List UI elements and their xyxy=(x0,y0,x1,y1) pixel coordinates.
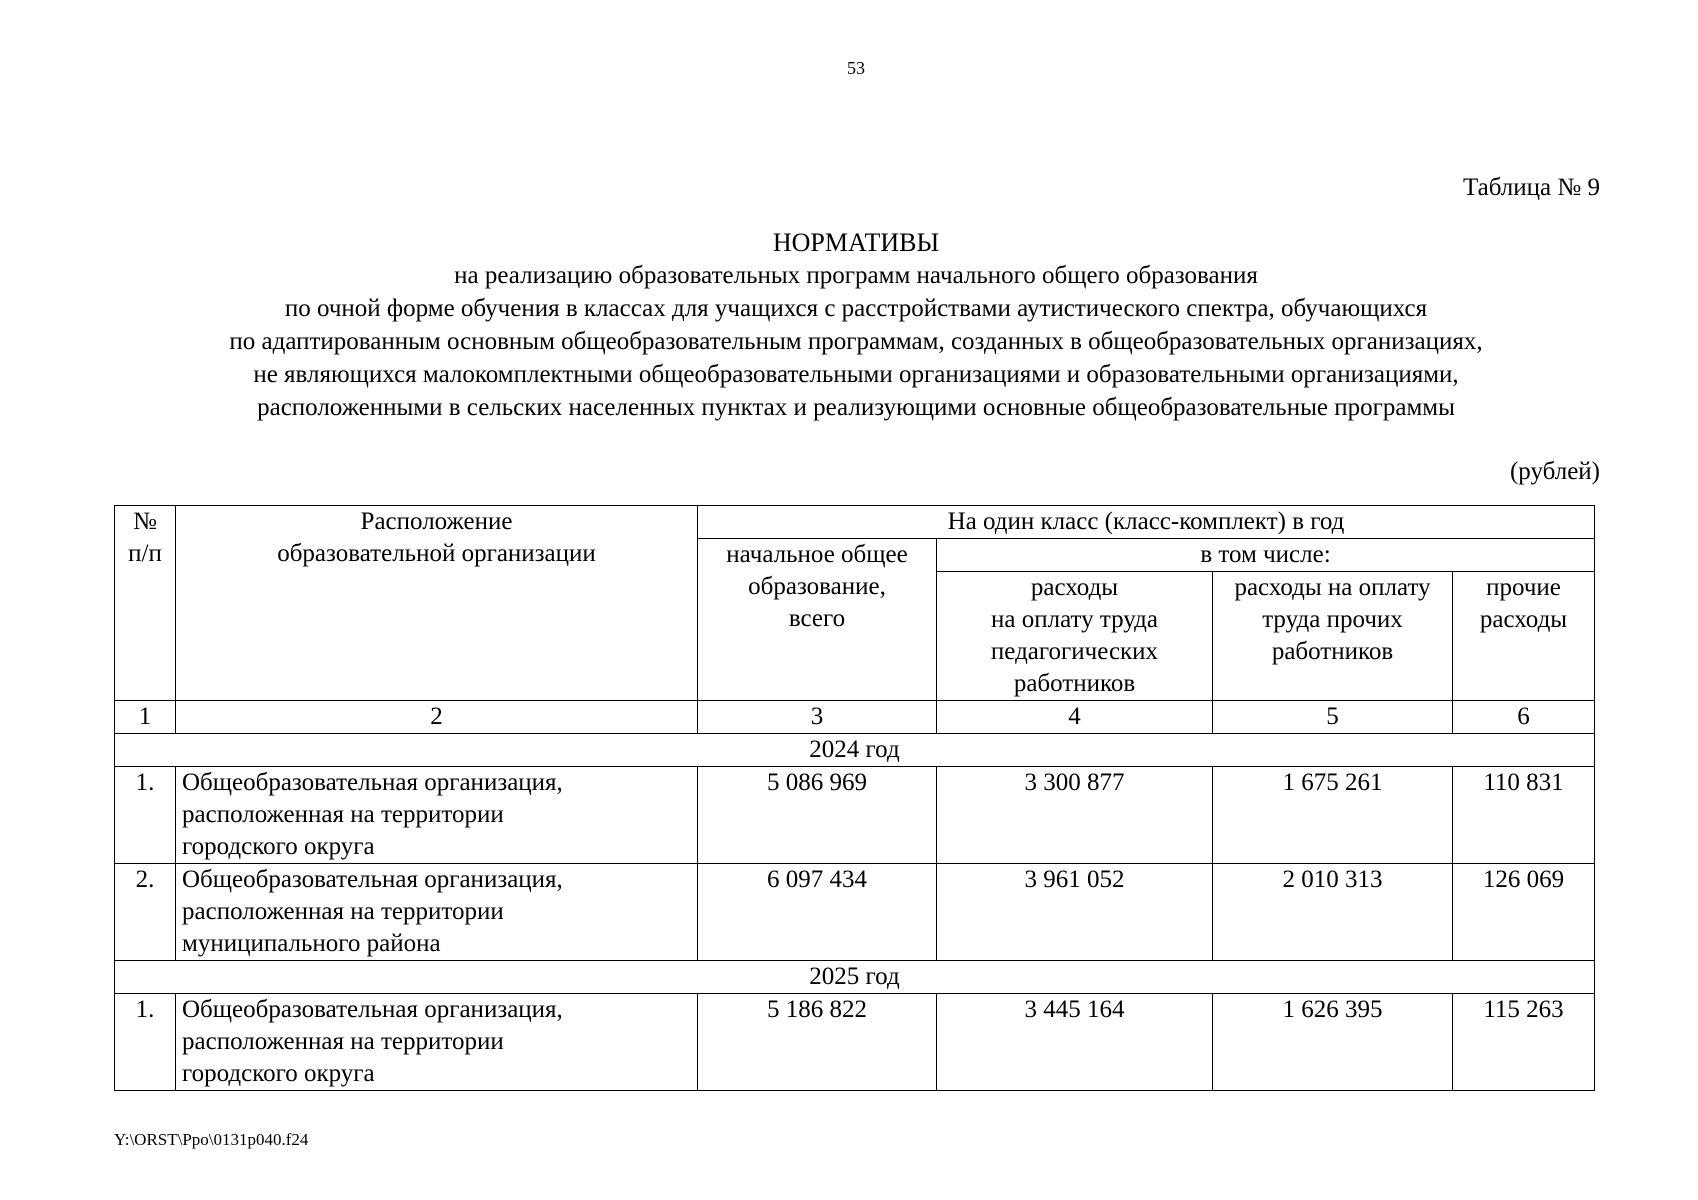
units-label: (рублей) xyxy=(1509,458,1600,485)
header-location: Расположение образовательной организации xyxy=(176,506,698,701)
header-including: в том числе: xyxy=(937,539,1595,572)
header-per-class: На один класс (класс-комплект) в год xyxy=(698,506,1595,539)
row-other: 110 831 xyxy=(1453,767,1595,864)
column-number: 1 xyxy=(115,701,176,734)
row-other: 126 069 xyxy=(1453,864,1595,961)
header-num: № п/п xyxy=(115,506,176,701)
column-number: 6 xyxy=(1453,701,1595,734)
row-other: 115 263 xyxy=(1453,994,1595,1091)
header-total: начальное общее образование, всего xyxy=(698,539,937,701)
row-total: 5 086 969 xyxy=(698,767,937,864)
row-num: 2. xyxy=(115,864,176,961)
column-number: 4 xyxy=(937,701,1213,734)
row-org: Общеобразовательная организация, расположенная на территории городского округа xyxy=(176,767,698,864)
table-label: Таблица № 9 xyxy=(1462,174,1600,201)
table-row xyxy=(115,994,1595,1091)
row-total: 6 097 434 xyxy=(698,864,937,961)
row-ped: 3 961 052 xyxy=(937,864,1213,961)
page-number: 53 xyxy=(847,58,865,78)
row-num: 1. xyxy=(115,994,176,1091)
table-row xyxy=(115,864,1595,961)
column-number: 2 xyxy=(176,701,698,734)
footer-file-code: Y:\ORST\Ppo\0131p040.f24 xyxy=(114,1130,309,1149)
year-row xyxy=(115,961,1595,994)
row-num: 1. xyxy=(115,767,176,864)
column-number: 5 xyxy=(1213,701,1453,734)
year-label: 2025 год xyxy=(115,961,1595,994)
norms-table xyxy=(114,505,1595,1091)
year-row xyxy=(115,734,1595,767)
header-other-salary: расходы на оплату труда прочих работников xyxy=(1213,572,1453,701)
row-ped: 3 445 164 xyxy=(937,994,1213,1091)
row-total: 5 186 822 xyxy=(698,994,937,1091)
row-other-staff: 2 010 313 xyxy=(1213,864,1453,961)
title-heading: НОРМАТИВЫ xyxy=(772,228,940,257)
table-row xyxy=(115,767,1595,864)
title-line: не являющихся малокомплектными общеобразовательными организациями и образовательными организациями, xyxy=(253,361,1459,388)
row-other-staff: 1 626 395 xyxy=(1213,994,1453,1091)
column-number: 3 xyxy=(698,701,937,734)
title-line: на реализацию образовательных программ начального общего образования xyxy=(454,262,1258,289)
header-other-expenses: прочие расходы xyxy=(1453,572,1595,701)
year-label: 2024 год xyxy=(115,734,1595,767)
row-org: Общеобразовательная организация, расположенная на территории городского округа xyxy=(176,994,698,1091)
title-line: по очной форме обучения в классах для учащихся с расстройствами аутистического спектра, обучающихся xyxy=(284,295,1428,322)
column-number-row xyxy=(115,701,1595,734)
row-ped: 3 300 877 xyxy=(937,767,1213,864)
header-row xyxy=(115,506,1595,539)
row-other-staff: 1 675 261 xyxy=(1213,767,1453,864)
header-ped-salary: расходы на оплату труда педагогических работников xyxy=(937,572,1213,701)
title-line: по адаптированным основным общеобразовательным программам, созданных в общеобразовательных организациях, xyxy=(229,328,1483,355)
document-title xyxy=(0,226,1698,424)
row-org: Общеобразовательная организация, расположенная на территории муниципального района xyxy=(176,864,698,961)
title-line: расположенными в сельских населенных пунктах и реализующими основные общеобразовательные программы xyxy=(257,394,1455,421)
